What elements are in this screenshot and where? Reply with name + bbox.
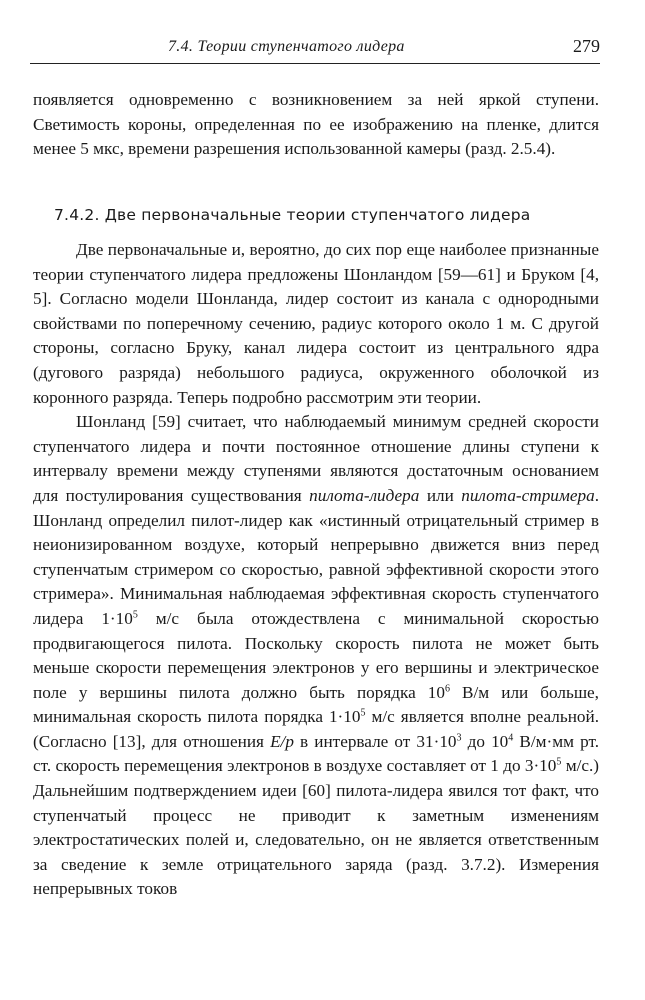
term-pilot-streamer: пилота-стримера xyxy=(461,485,595,505)
ratio-e-p: E/p xyxy=(270,731,294,751)
paragraph-theories: Две первоначальные и, вероятно, до сих пор еще наиболее признанные теории ступенчатого лидера предложены Шонландом [59—61] и Бруком [4, 5]. Согласно модели Шонланда, лидер состоит из канала с однородными свойствами по поперечному сечению, радиус которого около 1 м. С другой стороны, согласно Бруку, канал лидера состоит из центрального ядра (дугового разряда) небольшого радиуса, окруженного оболочкой из коронного разряда. Теперь подробно рассмотрим эти теории. xyxy=(33,240,599,407)
exponent: 4 xyxy=(508,732,514,744)
running-header xyxy=(30,30,600,64)
exponent: 5 xyxy=(360,707,366,719)
page-number: 279 xyxy=(573,36,600,56)
section-heading: 7.4.2. Две первоначальные теории ступенчатого лидера xyxy=(54,206,531,224)
paragraph-intro: появляется одновременно с возникновением за ней яркой ступени. Светимость короны, определенная по ее изображению на пленке, длится менее 5 мкс, времени разрешения использованной камеры (разд. 2.5.4). xyxy=(33,90,599,159)
running-title: 7.4. Теории ступенчатого лидера xyxy=(168,38,405,55)
exponent: 5 xyxy=(132,609,138,621)
body-column xyxy=(33,238,599,902)
term-pilot-leader: пилота-лидера xyxy=(309,485,420,505)
exponent: 3 xyxy=(456,732,462,744)
paragraph-schonland: Шонланд [59] считает, что наблюдаемый минимум средней скорости ступенчатого лидера и почти постоянное отношение длины ступени к интервалу времени между ступенями являются достаточным основанием для постулирования существования пилота-лидера или пилота-стримера. Шонланд определил пилот-лидер как «истинный отрицательный стример в неионизированном воздухе, который непрерывно движется вниз перед ступенчатым стримером со скоростью, равной эффективной скорости этого стримера». Минимальная наблюдаемая эффективная скорость ступенчатого лидера $1\cdot 10^5$ м/с была отождествлена с минимальной скоростью продвигающегося пилота. Поскольку скорость пилота не может быть меньше скорости перемещения электронов у его вершины и электрическое поле у вершины пилота должно быть порядка $10^6$ В/м или больше, минимальная скорость пилота порядка $1\cdot 10^5$ м/с является вполне реальной. (Согласно [13], для отношения E/p в интервале от $31\cdot 10^3$ до $10^4$ В/м·мм рт. ст. скорость перемещения электронов в воздухе составляет от 1 до $3\cdot 10^5$ м/с.) Дальнейшим подтверждением идеи [60] пилота-лидера явился тот факт, что ступенчатый процесс не приводит к заметным изменениям электростатических полей и, следовательно, он не является ответственным за сведение к земле отрицательного заряда (разд. 3.7.2). Измерения непрерывных токов xyxy=(33,412,599,899)
exponent: 5 xyxy=(556,756,562,768)
exponent: 6 xyxy=(444,682,450,694)
header-rule xyxy=(30,63,600,64)
